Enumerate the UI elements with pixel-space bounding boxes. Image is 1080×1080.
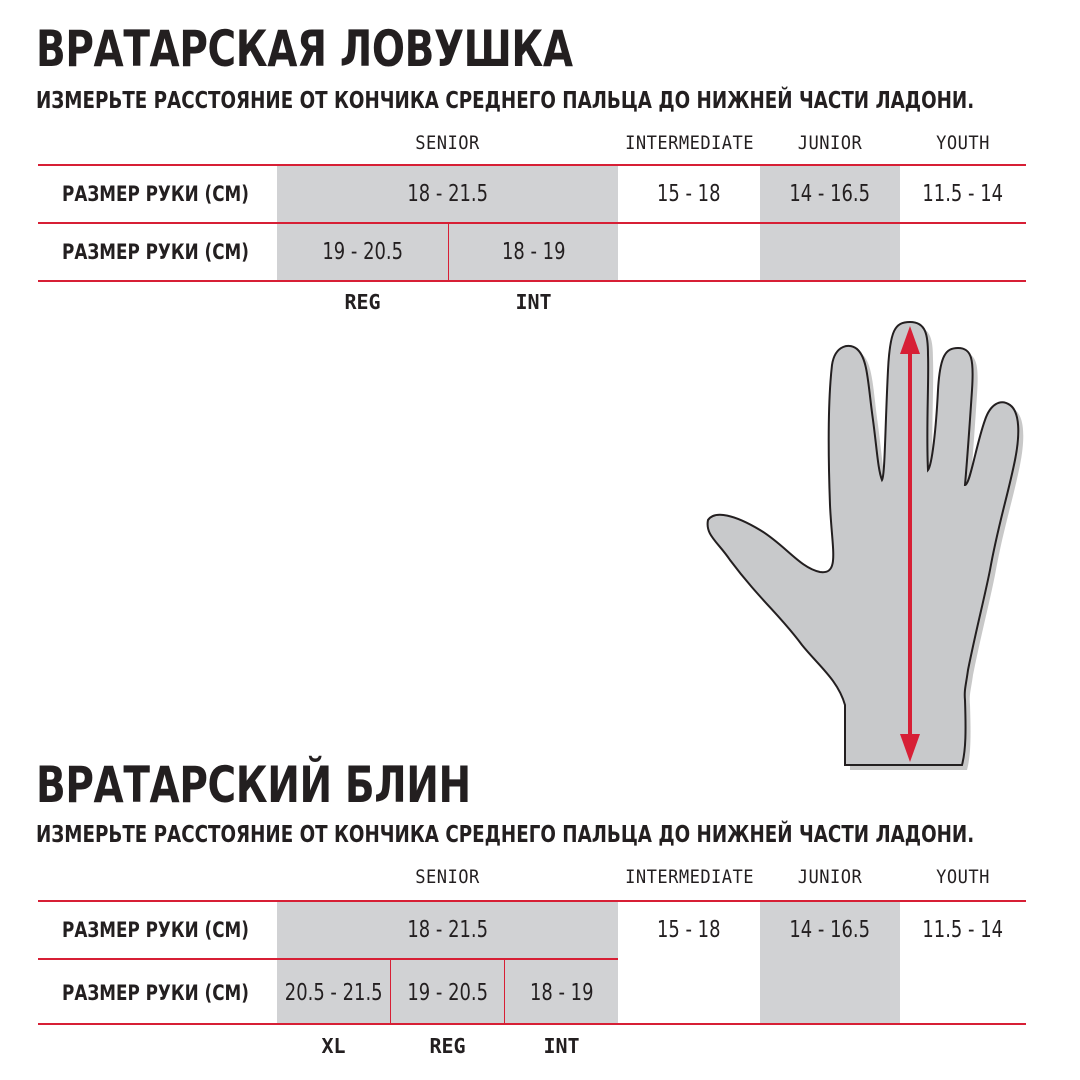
catcher-col-senior: SENIOR (415, 132, 480, 154)
blocker-row1-label: РАЗМЕР РУКИ (СМ) (62, 918, 249, 942)
blocker-row2-senior-xl: 20.5 - 21.5 (284, 980, 383, 1006)
catcher-line-bottom (38, 280, 1026, 282)
blocker-row1-junior: 14 - 16.5 (789, 917, 871, 943)
blocker-row1-youth: 11.5 - 14 (922, 917, 1004, 943)
catcher-col-junior: JUNIOR (797, 132, 863, 154)
blocker-title: ВРАТАРСКИЙ БЛИН (36, 756, 471, 814)
blocker-row1-senior: 18 - 21.5 (407, 917, 488, 943)
catcher-col-youth: YOUTH (936, 132, 990, 154)
blocker-sublabel-int: INT (543, 1034, 580, 1058)
catcher-subtitle: ИЗМЕРЬТЕ РАССТОЯНИЕ ОТ КОНЧИКА СРЕДНЕГО ПАЛЬЦА ДО НИЖНЕЙ ЧАСТИ ЛАДОНИ. (36, 88, 975, 114)
blocker-col-youth: YOUTH (936, 866, 990, 888)
blocker-col-junior: JUNIOR (797, 866, 863, 888)
blocker-row2-senior-reg: 19 - 20.5 (407, 980, 488, 1006)
blocker-row2-label: РАЗМЕР РУКИ (СМ) (62, 981, 249, 1005)
blocker-subtitle: ИЗМЕРЬТЕ РАССТОЯНИЕ ОТ КОНЧИКА СРЕДНЕГО ПАЛЬЦА ДО НИЖНЕЙ ЧАСТИ ЛАДОНИ. (36, 822, 975, 848)
blocker-sublabel-xl: XL (321, 1034, 346, 1058)
blocker-col-intermediate: INTERMEDIATE (625, 866, 755, 888)
catcher-sublabel-reg: REG (344, 290, 381, 314)
blocker-row2-senior-int: 18 - 19 (529, 980, 594, 1006)
blocker-sublabel-reg: REG (429, 1034, 466, 1058)
catcher-title: ВРАТАРСКАЯ ЛОВУШКА (36, 20, 573, 78)
catcher-row1-youth: 11.5 - 14 (922, 181, 1004, 207)
catcher-row2-label: РАЗМЕР РУКИ (СМ) (62, 240, 249, 264)
catcher-row1-junior: 14 - 16.5 (789, 181, 871, 207)
catcher-sublabel-int: INT (515, 290, 552, 314)
hand-measurement-icon (690, 310, 1030, 780)
catcher-row1-intermediate: 15 - 18 (657, 181, 721, 207)
blocker-line-mid (38, 958, 618, 960)
blocker-col-senior: SENIOR (415, 866, 480, 888)
blocker-row1-intermediate: 15 - 18 (657, 917, 721, 943)
catcher-col-intermediate: INTERMEDIATE (625, 132, 755, 154)
catcher-row1-senior: 18 - 21.5 (407, 181, 488, 207)
catcher-row2-senior-reg: 19 - 20.5 (322, 239, 403, 265)
catcher-row1-label: РАЗМЕР РУКИ (СМ) (62, 182, 249, 206)
catcher-row2-senior-int: 18 - 19 (501, 239, 566, 265)
